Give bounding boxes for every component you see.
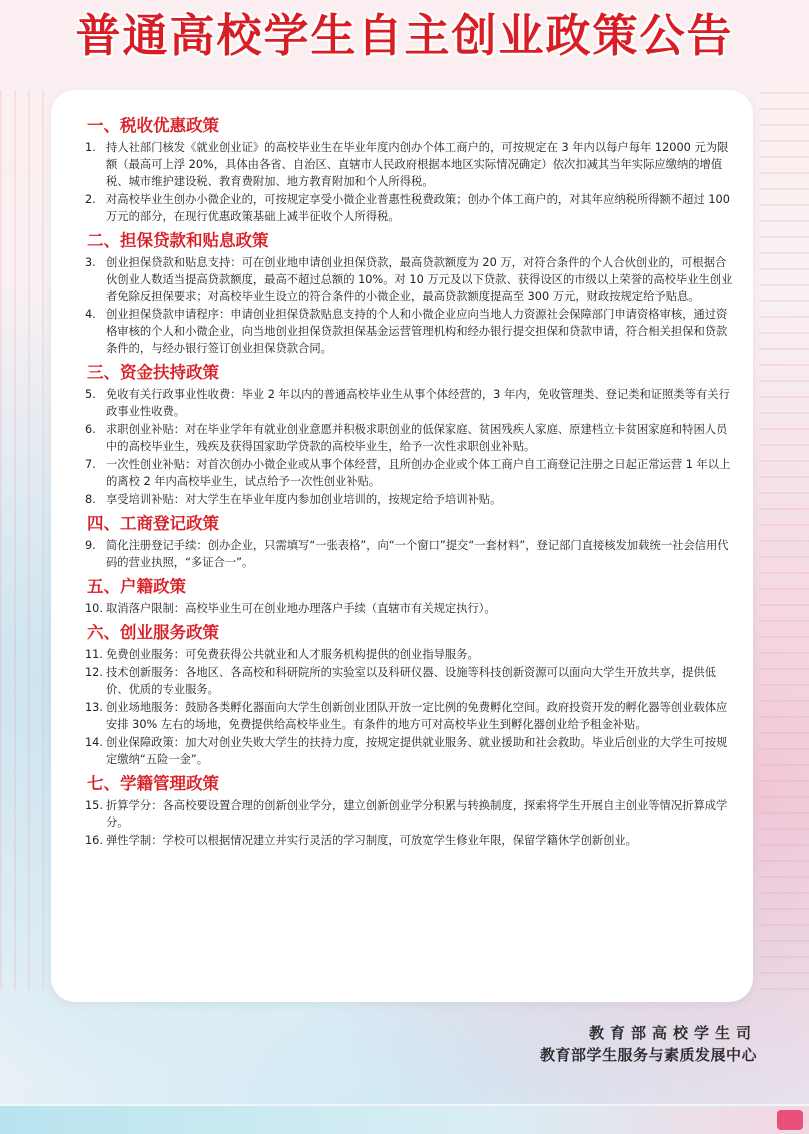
right-decoration [759, 90, 809, 990]
policy-item [85, 646, 735, 663]
item-text: 技术创新服务：各地区、各高校和科研院所的实验室以及科研仪器、设施等科技创新资源可以面向大学生开放共享，提供低价、优质的专业服务。 [106, 666, 717, 696]
item-text: 取消落户限制：高校毕业生可在创业地办理落户手续（直辖市有关规定执行）。 [106, 602, 496, 615]
item-number: 5. [85, 388, 96, 401]
item-text: 享受培训补贴：对大学生在毕业年度内参加创业培训的，按规定给予培训补贴。 [106, 493, 502, 506]
item-text: 创业担保贷款申请程序：申请创业担保贷款贴息支持的个人和小微企业应向当地人力资源社会保障部门申请资格审核，通过资格审核的个人和小微企业，向当地创业担保贷款担保基金运营管理机构和经办银行提交担保和贷款申请，符合相关担保和贷款条件的，与经办银行签订创业担保贷款合同。 [106, 308, 728, 355]
policy-item [85, 139, 735, 190]
section-heading: 一、税收优惠政策 [87, 116, 219, 135]
policy-item [85, 191, 735, 225]
item-text: 免收有关行政事业性收费：毕业 2 年以内的普通高校毕业生从事个体经营的，3 年内，免收管理类、登记类和证照类等有关行政事业性收费。 [106, 388, 730, 418]
policy-item [85, 306, 735, 357]
item-number: 12. [85, 666, 103, 679]
policy-section [85, 363, 735, 508]
item-number: 3. [85, 256, 96, 269]
section-heading: 五、户籍政策 [87, 577, 186, 596]
policy-item [85, 537, 735, 571]
item-number: 8. [85, 493, 96, 506]
policy-item [85, 734, 735, 768]
item-text: 弹性学制：学校可以根据情况建立并实行灵活的学习制度，可放宽学生修业年限，保留学籍休学创新创业。 [106, 834, 637, 847]
issuer-block [540, 1022, 757, 1066]
issuer-line-2: 教育部学生服务与素质发展中心 [539, 1046, 757, 1064]
policy-section [85, 514, 735, 571]
issuer-line-1: 教育部高校学生司 [588, 1024, 757, 1042]
policy-card [51, 90, 753, 1002]
policy-content [85, 116, 735, 855]
item-number: 13. [85, 701, 103, 714]
item-number: 1. [85, 141, 96, 154]
item-text: 对高校毕业生创办小微企业的，可按规定享受小微企业普惠性税费政策；创办个体工商户的，对其年应纳税所得额不超过 100 万元的部分，在现行优惠政策基础上减半征收个人所得税。 [106, 193, 730, 223]
policy-item [85, 491, 735, 508]
left-decoration [0, 90, 50, 990]
item-text: 创业担保贷款和贴息支持：可在创业地申请创业担保贷款，最高贷款额度为 20 万，对符合条件的个人合伙创业的，可根据合伙创业人数适当提高贷款额度，最高不超过总额的 10%。对 10 万元及以下贷款、获得设区的市级以上荣誉的高校毕业生创业者免除反担保要求；对高校毕业生设立的符合条件的小微企业，最高贷款额度提高至 300 万元，财政按规定给予贴息。 [106, 256, 733, 303]
policy-item [85, 600, 735, 617]
item-text: 创业场地服务：鼓励各类孵化器面向大学生创新创业团队开放一定比例的免费孵化空间。政府投资开发的孵化器等创业载体应安排 30% 左右的场地，免费提供给高校毕业生。有条件的地方可对高校毕业生到孵化器创业给予租金补贴。 [106, 701, 728, 731]
section-heading: 四、工商登记政策 [87, 514, 219, 533]
policy-section [85, 577, 735, 617]
policy-section [85, 231, 735, 357]
section-heading: 七、学籍管理政策 [87, 774, 219, 793]
item-number: 14. [85, 736, 103, 749]
policy-item [85, 664, 735, 698]
policy-item [85, 699, 735, 733]
item-text: 持人社部门核发《就业创业证》的高校毕业生在毕业年度内创办个体工商户的，可按规定在 3 年内以每户每年 12000 元为限额（最高可上浮 20%，具体由各省、自治区、直辖市人民政府根据本地区实际情况确定）依次扣减其当年实际应缴纳的增值税、城市维护建设税、教育费附加、地方教育附加和个人所得税。 [106, 141, 729, 188]
item-text: 折算学分：各高校要设置合理的创新创业学分，建立创新创业学分积累与转换制度，探索将学生开展自主创业等情况折算成学分。 [106, 799, 728, 829]
logo-badge [777, 1110, 803, 1130]
item-number: 4. [85, 308, 96, 321]
policy-section [85, 116, 735, 225]
bottom-strip [0, 1104, 809, 1134]
section-heading: 三、资金扶持政策 [87, 363, 219, 382]
policy-item [85, 456, 735, 490]
item-number: 2. [85, 193, 96, 206]
policy-section [85, 774, 735, 849]
item-text: 免费创业服务：可免费获得公共就业和人才服务机构提供的创业指导服务。 [106, 648, 479, 661]
item-number: 16. [85, 834, 103, 847]
item-text: 简化注册登记手续：创办企业，只需填写“一张表格”，向“一个窗口”提交“一套材料”，登记部门直接核发加载统一社会信用代码的营业执照，“多证合一”。 [106, 539, 729, 569]
policy-section [85, 623, 735, 768]
section-heading: 六、创业服务政策 [87, 623, 219, 642]
item-number: 7. [85, 458, 96, 471]
item-text: 一次性创业补贴：对首次创办小微企业或从事个体经营，且所创办企业或个体工商户自工商登记注册之日起正常运营 1 年以上的离校 2 年内高校毕业生，试点给予一次性创业补贴。 [106, 458, 731, 488]
item-text: 创业保障政策：加大对创业失败大学生的扶持力度，按规定提供就业服务、就业援助和社会救助。毕业后创业的大学生可按规定缴纳“五险一金”。 [106, 736, 728, 766]
page-title: 普通高校学生自主创业政策公告 [75, 9, 734, 62]
item-text: 求职创业补贴：对在毕业学年有就业创业意愿并积极求职创业的低保家庭、贫困残疾人家庭、原建档立卡贫困家庭和特困人员中的高校毕业生，残疾及获得国家助学贷款的高校毕业生，给予一次性求职创业补贴。 [106, 423, 728, 453]
policy-item [85, 386, 735, 420]
policy-item [85, 254, 735, 305]
item-number: 10. [85, 602, 103, 615]
section-heading: 二、担保贷款和贴息政策 [87, 231, 269, 250]
item-number: 11. [85, 648, 103, 661]
item-number: 9. [85, 539, 96, 552]
policy-item [85, 797, 735, 831]
item-number: 6. [85, 423, 96, 436]
policy-item [85, 832, 735, 849]
policy-item [85, 421, 735, 455]
item-number: 15. [85, 799, 103, 812]
